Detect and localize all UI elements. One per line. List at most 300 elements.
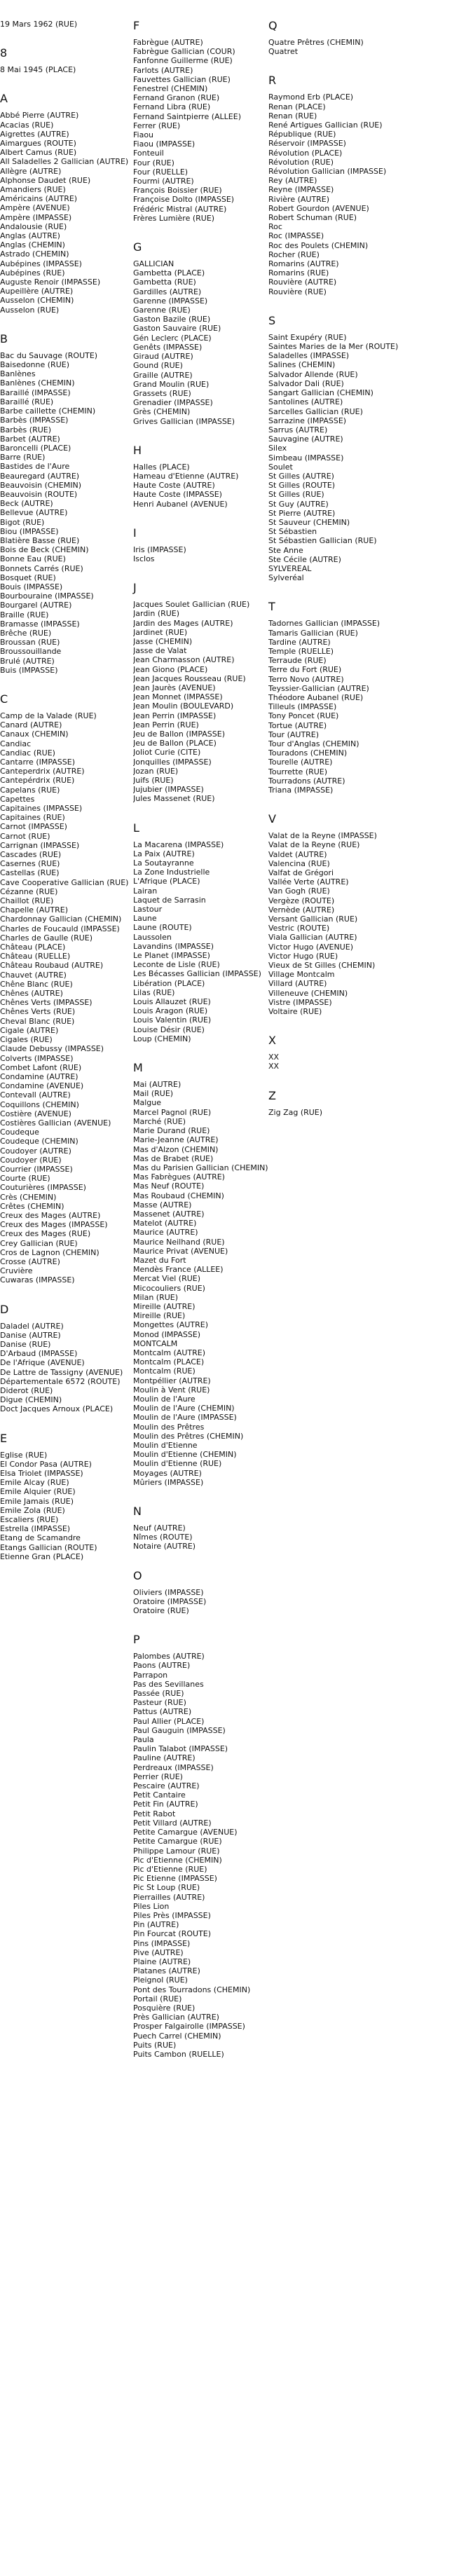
street-entry: Rouvière (AUTRE) [268, 278, 337, 287]
section-letter: 8 [0, 46, 8, 60]
street-entry: Oliviers (IMPASSE) [133, 1587, 204, 1597]
street-entry: Milan (RUE) [133, 1292, 179, 1302]
street-entry: Digue (CHEMIN) [0, 1395, 62, 1405]
street-entry: Capitaines (IMPASSE) [0, 804, 83, 814]
street-entry: Les Bécasses Gallician (IMPASSE) [133, 969, 261, 979]
index-section [133, 1062, 280, 1487]
street-entry: Portail (RUE) [133, 1994, 182, 2003]
street-list [133, 1080, 280, 1487]
street-entry: Capitaines (RUE) [0, 813, 65, 823]
street-entry: Jean Jacques Rousseau (RUE) [133, 673, 246, 683]
section-letter: V [268, 812, 276, 826]
street-entry: Charles de Foucauld (IMPASSE) [0, 924, 120, 933]
section-letter: Q [268, 19, 277, 32]
street-entry: Contevall (AUTRE) [0, 1090, 71, 1100]
street-entry: Lastour [133, 905, 163, 914]
street-entry: Tilleuls (IMPASSE) [268, 702, 337, 712]
street-entry: Daladel (AUTRE) [0, 1321, 64, 1331]
street-entry: Bellevue (AUTRE) [0, 508, 68, 518]
street-entry: Rivière (AUTRE) [268, 194, 330, 204]
street-entry: Chênes Verts (IMPASSE) [0, 998, 92, 1008]
street-entry: Soulet [268, 462, 293, 472]
street-entry: Sauvagine (AUTRE) [268, 434, 343, 444]
street-entry: Cheval Blanc (RUE) [0, 1016, 75, 1026]
street-entry: Monod (IMPASSE) [133, 1329, 201, 1339]
street-entry: Mas Roubaud (CHEMIN) [133, 1191, 224, 1200]
index-section [133, 20, 280, 223]
section-spacer [268, 795, 416, 813]
street-entry: Jasse (CHEMIN) [133, 636, 193, 646]
street-entry: Micocouliers (RUE) [133, 1283, 205, 1293]
street-entry: Cave Cooperative Gallician (RUE) [0, 877, 129, 887]
street-entry: Tamaris Gallician (RUE) [268, 628, 358, 638]
street-entry: Jozan (RUE) [133, 766, 179, 776]
street-entry: Moulin d'Etienne [133, 1441, 198, 1450]
street-entry: Baroncelli (PLACE) [0, 443, 71, 453]
street-entry: Reyne (IMPASSE) [268, 185, 334, 195]
street-entry: Pattus (AUTRE) [133, 1707, 192, 1717]
street-entry: Moulin d'Etienne (CHEMIN) [133, 1450, 237, 1460]
street-list [268, 38, 416, 56]
street-entry: Près Gallician (AUTRE) [133, 2013, 219, 2022]
street-entry: Roc (IMPASSE) [268, 231, 324, 241]
street-entry: Capelans (RUE) [0, 785, 60, 795]
street-entry: Petite Camargue (AVENUE) [133, 1828, 238, 1837]
street-entry: Le Planet (IMPASSE) [133, 951, 210, 961]
street-entry: Andalousie (RUE) [0, 221, 67, 231]
section-spacer [133, 1487, 280, 1505]
section-spacer [133, 804, 280, 822]
street-entry: Aubépines (RUE) [0, 268, 65, 278]
street-entry: Candiac (RUE) [0, 748, 55, 758]
street-entry: Creux des Mages (IMPASSE) [0, 1220, 108, 1230]
index-section [268, 601, 416, 795]
street-list [133, 38, 280, 223]
street-entry: Beauvoisin (CHEMIN) [0, 480, 82, 490]
street-entry: Acacias (RUE) [0, 120, 54, 130]
street-entry: Jean Giono (PLACE) [133, 664, 208, 674]
street-entry: Marché (RUE) [133, 1116, 186, 1126]
index-section [133, 1505, 280, 1551]
street-entry: Château (PLACE) [0, 943, 66, 952]
street-entry: Vernède (AUTRE) [268, 905, 335, 914]
street-entry: Laune [133, 914, 157, 924]
street-entry: Chaillot (RUE) [0, 896, 54, 906]
street-entry: Courte (RUE) [0, 1174, 50, 1184]
street-entry: Tadornes Gallician (IMPASSE) [268, 619, 381, 629]
street-entry: Départementale 6572 (ROUTE) [0, 1376, 121, 1386]
section-spacer [133, 223, 280, 241]
street-entry: Leconte de Lisle (RUE) [133, 960, 220, 970]
street-entry: D'Arbaud (IMPASSE) [0, 1349, 78, 1359]
street-entry: Pin Fourcat (ROUTE) [133, 1929, 212, 1939]
street-entry: Mas Neuf (ROUTE) [133, 1181, 205, 1191]
street-entry: Prosper Falgairolle (IMPASSE) [133, 2022, 245, 2032]
section-spacer [0, 1285, 147, 1303]
street-entry: Paul Gauguin (IMPASSE) [133, 1725, 226, 1735]
street-entry: Théodore Aubanel (RUE) [268, 692, 364, 702]
street-entry: Village Montcalm [268, 970, 335, 980]
street-entry: Casernes (RUE) [0, 859, 60, 869]
street-entry: Saint Exupéry (RUE) [268, 332, 347, 342]
street-entry: Colverts (IMPASSE) [0, 1053, 74, 1063]
street-entry: Françoise Dolto (IMPASSE) [133, 195, 235, 205]
street-entry: GALLICIAN [133, 259, 174, 269]
street-entry: Pont des Tourradons (CHEMIN) [133, 1985, 251, 1994]
street-entry: Fonteuil [133, 149, 164, 158]
street-entry: Emile Alcay (RUE) [0, 1478, 69, 1488]
street-entry: Ampère (AVENUE) [0, 203, 70, 213]
street-entry: Jean Jaurès (AVENUE) [133, 683, 216, 692]
street-entry: Jules Massenet (RUE) [133, 794, 215, 804]
section-spacer [268, 56, 416, 74]
street-entry: Fourmi (AUTRE) [133, 177, 194, 186]
street-entry: Baisedonne (RUE) [0, 360, 69, 370]
street-entry: Moulin de l'Aure (IMPASSE) [133, 1413, 237, 1423]
street-entry: Condamine (AUTRE) [0, 1071, 78, 1081]
index-section [268, 315, 416, 582]
street-entry: Louise Désir (RUE) [133, 1025, 205, 1034]
street-entry: La Paix (AUTRE) [133, 849, 195, 858]
street-entry: Mireille (RUE) [133, 1311, 186, 1321]
street-entry: Vestric (ROUTE) [268, 924, 330, 933]
street-entry: Lairan [133, 886, 158, 896]
street-entry: Claude Debussy (IMPASSE) [0, 1044, 104, 1054]
street-entry: La Soutayranne [133, 858, 194, 868]
street-entry: Barbès (RUE) [0, 425, 52, 434]
street-entry: Sarcelles Gallician (RUE) [268, 406, 363, 416]
street-entry: Victor Hugo (AVENUE) [268, 942, 354, 952]
street-list [133, 259, 280, 426]
street-entry: Valfat de Grégori [268, 868, 334, 878]
street-entry: Abbé Pierre (AUTRE) [0, 111, 79, 121]
street-entry: François Boissier (RUE) [133, 186, 222, 196]
street-entry: El Condor Pasa (AUTRE) [0, 1459, 92, 1469]
street-entry: Santolines (AUTRE) [268, 397, 343, 407]
street-entry: Puits Cambon (RUELLE) [133, 2049, 224, 2059]
street-entry: Creux des Mages (AUTRE) [0, 1210, 101, 1220]
street-entry: Silex [268, 444, 287, 453]
street-entry: Camp de la Valade (RUE) [0, 711, 97, 720]
street-entry: Garenne (IMPASSE) [133, 296, 208, 306]
section-spacer [133, 1551, 280, 1570]
street-entry: Bonnets Carrés (RUE) [0, 563, 83, 573]
section-spacer [133, 426, 280, 444]
index-section [0, 333, 147, 675]
street-entry: Sangart Gallician (CHEMIN) [268, 388, 373, 398]
street-entry: Henri Aubanel (AVENUE) [133, 499, 228, 509]
street-entry: Villeneuve (CHEMIN) [268, 988, 348, 998]
street-entry: Zig Zag (RUE) [268, 1107, 323, 1117]
street-entry: Mireille (AUTRE) [133, 1301, 196, 1311]
street-entry: Coquillons (CHEMIN) [0, 1099, 79, 1109]
street-entry: L'Afrique (PLACE) [133, 877, 200, 886]
street-entry: Puits (RUE) [133, 2040, 177, 2050]
street-entry: Ausselon (RUE) [0, 305, 60, 315]
street-entry: Creux des Mages (RUE) [0, 1229, 91, 1239]
street-entry: Escaliers (RUE) [0, 1515, 59, 1525]
street-entry: Sarrus (AUTRE) [268, 425, 328, 434]
street-entry: Fabrègue (AUTRE) [133, 38, 203, 47]
index-section [133, 822, 280, 1043]
street-entry: Moulin d'Etienne (RUE) [133, 1459, 222, 1469]
section-letter: X [268, 1034, 276, 1048]
street-entry: Cantarre (IMPASSE) [0, 758, 76, 767]
street-entry: Victor Hugo (RUE) [268, 951, 338, 961]
street-entry: Ampère (IMPASSE) [0, 212, 72, 222]
street-entry: De l'Afrique (AVENUE) [0, 1358, 85, 1368]
street-list [133, 1652, 280, 2059]
street-entry: Brêche (RUE) [0, 628, 52, 638]
street-list [268, 93, 416, 296]
street-entry: Touradons (CHEMIN) [268, 748, 348, 758]
street-entry: Rouvière (RUE) [268, 287, 327, 296]
section-letter: B [0, 331, 8, 345]
street-entry: Sylveréal [268, 573, 304, 583]
street-entry: Chardonnay Gallician (CHEMIN) [0, 914, 122, 924]
index-section [133, 1633, 280, 2059]
street-entry: Laquet de Sarrasin [133, 895, 206, 905]
street-entry: Jean Moulin (BOULEVARD) [133, 701, 234, 711]
index-section [268, 20, 416, 56]
street-entry: Philippe Lamour (RUE) [133, 1846, 220, 1856]
street-entry: Perdreaux (IMPASSE) [133, 1762, 214, 1772]
street-entry: Pescaire (AUTRE) [133, 1781, 200, 1791]
street-entry: Emile Zola (RUE) [0, 1505, 65, 1515]
street-entry: Jardin des Mages (AUTRE) [133, 618, 233, 628]
index-section [0, 93, 147, 314]
street-entry: Mas d'Alzon (CHEMIN) [133, 1144, 219, 1154]
street-entry: Crosse (AUTRE) [0, 1256, 60, 1266]
street-entry: Villard (AUTRE) [268, 979, 327, 989]
street-entry: Genêts (IMPASSE) [133, 342, 203, 352]
street-entry: Pin (AUTRE) [133, 1920, 179, 1930]
street-entry: Chênes Verts (RUE) [0, 1007, 76, 1017]
street-entry: Grassets (RUE) [133, 388, 191, 398]
street-entry: Jean Monnet (IMPASSE) [133, 692, 223, 702]
street-entry: Passée (RUE) [133, 1689, 184, 1699]
index-section [0, 1303, 147, 1414]
street-entry: Mas du Parisien Gallician (CHEMIN) [133, 1163, 268, 1172]
street-entry: Garenne (RUE) [133, 306, 191, 315]
section-letter: S [268, 313, 276, 327]
street-entry: Carrignan (IMPASSE) [0, 840, 80, 850]
street-entry: Bosquet (RUE) [0, 573, 56, 582]
street-entry: All Saladelles 2 Gallician (AUTRE) [0, 157, 129, 167]
section-letter: E [0, 1431, 8, 1445]
street-entry: Cigale (AUTRE) [0, 1025, 59, 1035]
street-entry: Danise (AUTRE) [0, 1330, 61, 1340]
street-entry: St Gilles (ROUTE) [268, 481, 336, 491]
street-entry: Marcel Pagnol (RUE) [133, 1107, 212, 1117]
index-section [268, 813, 416, 1016]
street-entry: Moyages (AUTRE) [133, 1468, 202, 1478]
street-entry: Montcalm (PLACE) [133, 1357, 205, 1367]
street-entry: Aubépines (IMPASSE) [0, 259, 82, 268]
street-entry: Mongettes (AUTRE) [133, 1320, 209, 1330]
street-entry: St Sébastien Gallician (RUE) [268, 536, 377, 546]
street-entry: Lavandins (IMPASSE) [133, 941, 214, 951]
street-entry: Hameau d'Etienne (AUTRE) [133, 471, 239, 481]
section-letter: C [0, 692, 8, 706]
street-entry: Cantepérdrix (RUE) [0, 776, 75, 786]
street-entry: Canaux (CHEMIN) [0, 729, 69, 739]
street-entry: Louis Aragon (RUE) [133, 1006, 208, 1016]
street-entry: Valencina (RUE) [268, 858, 330, 868]
street-entry: Juifs (RUE) [133, 776, 174, 785]
street-entry: St Guy (AUTRE) [268, 499, 329, 509]
street-entry: Américains (AUTRE) [0, 194, 78, 204]
street-entry: Montcalm (AUTRE) [133, 1348, 206, 1357]
street-entry: Canard (AUTRE) [0, 720, 62, 730]
street-entry: Aupeillère (AUTRE) [0, 287, 74, 296]
street-entry: Gound (RUE) [133, 361, 183, 371]
street-entry: Crès (CHEMIN) [0, 1192, 57, 1202]
street-entry: Chapelle (AUTRE) [0, 905, 68, 915]
section-letter: H [133, 443, 142, 457]
street-entry: Ste Anne [268, 545, 303, 555]
street-entry: Carnot (IMPASSE) [0, 822, 67, 832]
street-entry: Candiac [0, 739, 32, 748]
street-entry: Ferrer (RUE) [133, 121, 181, 130]
street-entry: Cruvière [0, 1266, 33, 1276]
street-entry: Roc des Poulets (CHEMIN) [268, 240, 369, 250]
street-entry: Albert Camus (RUE) [0, 148, 77, 158]
street-entry: Rocher (RUE) [268, 249, 320, 259]
street-entry: Mai (AUTRE) [133, 1080, 181, 1090]
street-entry: Vergèze (ROUTE) [268, 896, 335, 905]
street-list [268, 333, 416, 582]
street-entry: Bigot (RUE) [0, 517, 45, 527]
street-entry: Maurice (AUTRE) [133, 1228, 198, 1238]
street-entry: Cigales (RUE) [0, 1035, 53, 1045]
street-entry: Crêtes (CHEMIN) [0, 1201, 64, 1211]
street-entry: Révolution Gallician (IMPASSE) [268, 167, 387, 177]
street-entry: Doct Jacques Arnoux (PLACE) [0, 1404, 114, 1414]
street-entry: Jean Charmasson (AUTRE) [133, 655, 235, 665]
street-entry: Baraillé (IMPASSE) [0, 388, 71, 397]
section-spacer [0, 74, 147, 93]
street-entry: Frères Lumière (RUE) [133, 213, 215, 223]
street-entry: Jardinet (RUE) [133, 627, 188, 637]
street-entry: Blatière Basse (RUE) [0, 535, 80, 545]
street-entry: Iris (IMPASSE) [133, 544, 186, 554]
street-list [268, 619, 416, 795]
street-entry: Mas Fabrègues (AUTRE) [133, 1172, 225, 1182]
street-entry: Castellas (RUE) [0, 868, 60, 878]
street-entry: Mûriers (IMPASSE) [133, 1477, 204, 1487]
street-entry: Neuf (AUTRE) [133, 1523, 186, 1533]
street-entry: Raymond Erb (PLACE) [268, 93, 354, 102]
street-entry: Bonne Eau (RUE) [0, 554, 66, 564]
section-letter: G [133, 240, 142, 254]
street-entry: Viala Gallician (AUTRE) [268, 933, 357, 943]
street-entry: Bois de Beck (CHEMIN) [0, 545, 89, 555]
street-entry: Banlènes [0, 369, 36, 379]
street-entry: Cézanne (RUE) [0, 886, 58, 896]
street-list [0, 351, 147, 675]
section-spacer [133, 563, 280, 582]
street-entry: Laune (ROUTE) [133, 923, 192, 933]
street-entry: Pic Etienne (IMPASSE) [133, 1874, 217, 1884]
street-entry: Etang de Scamandre [0, 1533, 81, 1543]
street-entry: Etangs Gallician (ROUTE) [0, 1542, 97, 1552]
section-spacer [268, 582, 416, 601]
street-entry: Maurice Neilhand (RUE) [133, 1237, 225, 1247]
street-entry: Auguste Renoir (IMPASSE) [0, 278, 101, 287]
street-entry: Tour (AUTRE) [268, 729, 320, 739]
street-entry: Bac du Sauvage (ROUTE) [0, 350, 98, 360]
section-letter: R [268, 74, 277, 88]
street-entry: Ste Cécile (AUTRE) [268, 554, 341, 564]
street-entry: Costières Gallician (AVENUE) [0, 1118, 111, 1128]
street-entry: Château (RUELLE) [0, 952, 71, 961]
street-list [133, 840, 280, 1043]
street-list [0, 1451, 147, 1561]
street-entry: Maurice Privat (AVENUE) [133, 1246, 228, 1256]
street-entry: Jean Perrin (RUE) [133, 720, 199, 729]
street-entry: Oratoire (RUE) [133, 1606, 189, 1616]
street-entry: XX [268, 1053, 280, 1062]
street-entry: Barbès (IMPASSE) [0, 416, 69, 425]
street-entry: Moulin de l'Aure [133, 1394, 196, 1404]
street-entry: Lilas (RUE) [133, 987, 175, 997]
street-entry: Gambetta (PLACE) [133, 268, 205, 278]
street-entry: Moulin à Vent (RUE) [133, 1385, 210, 1395]
street-entry: Cuwaras (IMPASSE) [0, 1275, 75, 1285]
street-entry: Paula [133, 1735, 154, 1745]
street-entry: Coudoyer (RUE) [0, 1155, 62, 1165]
street-entry: Fiaou (IMPASSE) [133, 139, 196, 149]
index-section [133, 582, 280, 803]
street-entry: Mas de Brabet (RUE) [133, 1153, 214, 1163]
section-letter: F [133, 19, 140, 32]
street-entry: Halles (PLACE) [133, 462, 190, 472]
street-entry: Pierrailles (AUTRE) [133, 1892, 205, 1902]
street-entry: Coudeque [0, 1128, 39, 1137]
street-entry: Tourelle (AUTRE) [268, 758, 333, 767]
index-section [0, 1432, 147, 1561]
street-entry: Bourbouraine (IMPASSE) [0, 591, 94, 601]
street-entry: Elsa Triolet (IMPASSE) [0, 1469, 83, 1479]
street-entry: St Sébastien [268, 527, 317, 537]
street-entry: Fanfonne Guillerme (RUE) [133, 56, 233, 66]
street-entry: Barbet (AUTRE) [0, 434, 60, 444]
street-entry: Fiaou [133, 130, 154, 140]
street-entry: Haute Coste (AUTRE) [133, 481, 215, 491]
street-entry: Farlots (AUTRE) [133, 65, 193, 75]
street-entry: Petit Fin (AUTRE) [133, 1800, 198, 1809]
street-entry: Van Gogh (RUE) [268, 886, 330, 896]
section-letter: Z [268, 1088, 276, 1102]
street-entry: Banlènes (CHEMIN) [0, 378, 75, 388]
street-entry: Voltaire (RUE) [268, 1007, 322, 1017]
street-entry: Paulin Talabot (IMPASSE) [133, 1744, 228, 1754]
street-entry: Romarins (RUE) [268, 268, 329, 278]
street-entry: Puech Carrel (CHEMIN) [133, 2031, 221, 2041]
street-entry: Beauvoisin (ROUTE) [0, 489, 78, 499]
street-entry: Isclos [133, 554, 155, 563]
street-entry: Nîmes (ROUTE) [133, 1533, 193, 1542]
street-entry: Piles Lion [133, 1901, 170, 1911]
street-entry: Tortue (AUTRE) [268, 720, 327, 730]
street-list [0, 711, 147, 1285]
index-column-3 [268, 20, 416, 1117]
street-list [0, 20, 147, 29]
street-entry: Jeu de Ballon (IMPASSE) [133, 729, 226, 739]
street-entry: Canteperdrix (AUTRE) [0, 767, 85, 776]
street-entry: Baraillé (RUE) [0, 397, 54, 406]
